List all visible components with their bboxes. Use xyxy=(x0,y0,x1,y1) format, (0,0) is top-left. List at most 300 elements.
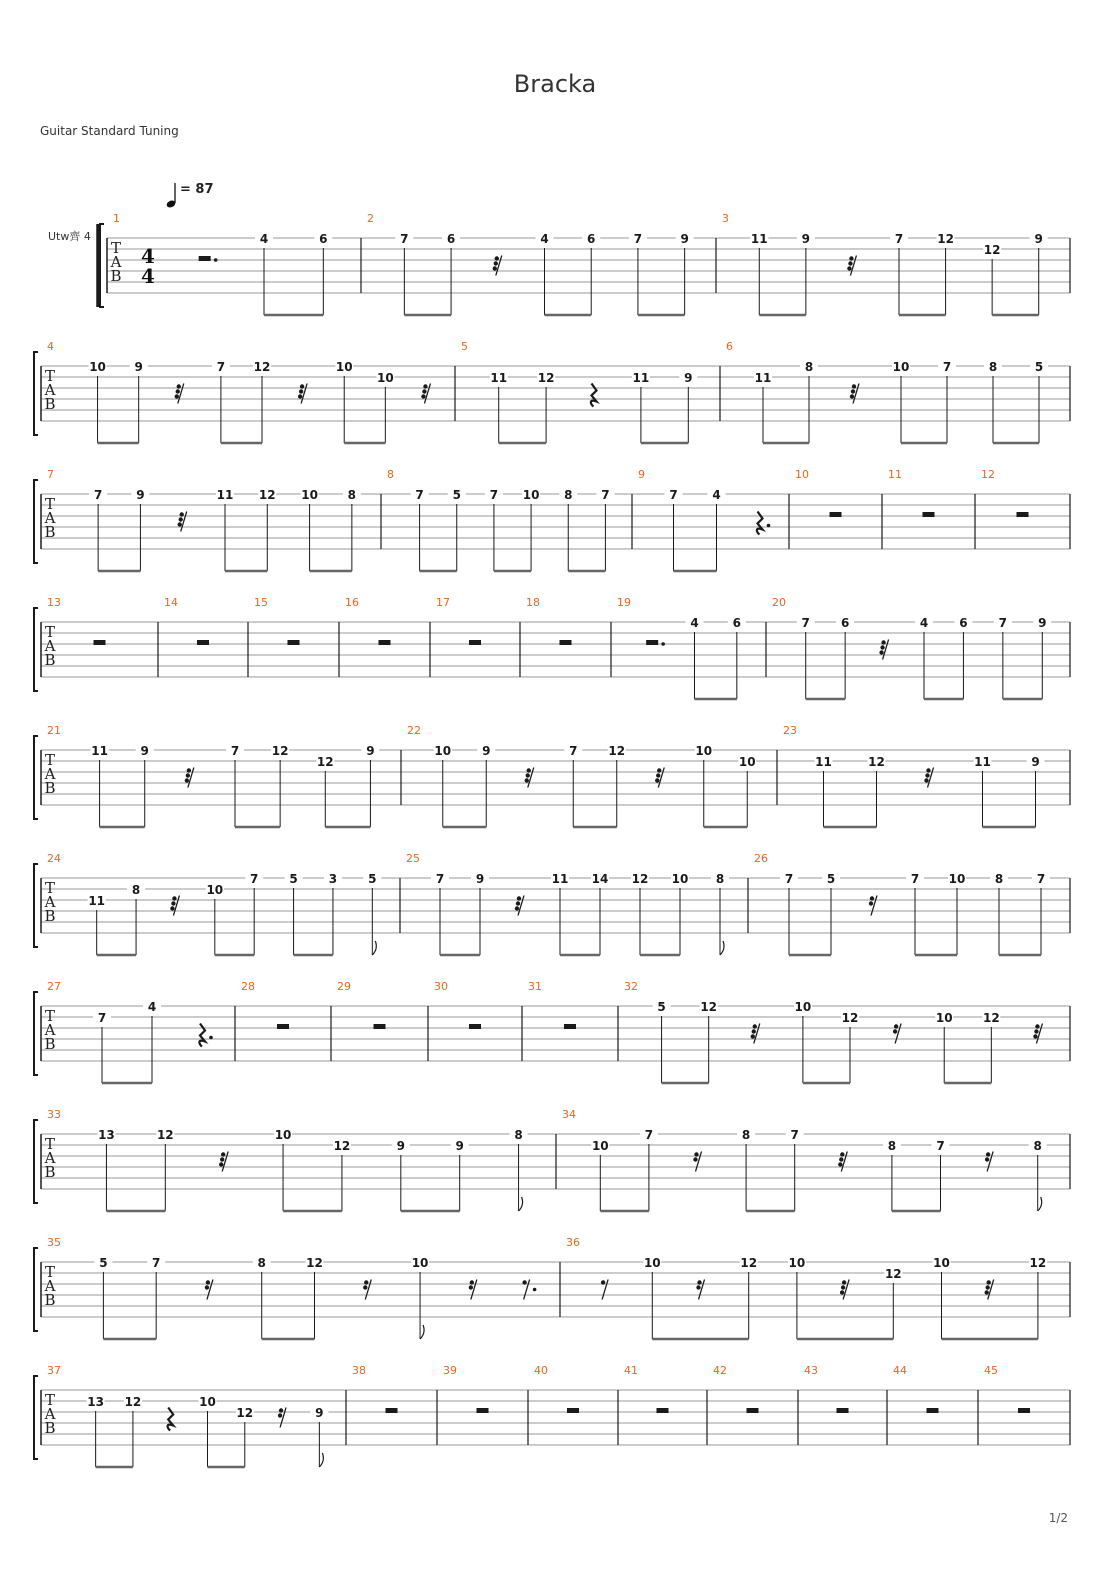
measure-number: 34 xyxy=(562,1108,576,1121)
note-flag xyxy=(1038,1197,1042,1211)
rest-32nd xyxy=(838,1152,847,1172)
rest-quarter-dotted xyxy=(199,1024,205,1047)
rest-16th xyxy=(469,1280,477,1300)
measure xyxy=(562,1108,1047,1211)
measure-number: 16 xyxy=(345,596,359,609)
rest-16th xyxy=(985,1152,993,1172)
rest-whole xyxy=(657,1408,669,1413)
fret-number: 7 xyxy=(93,488,103,502)
fret-number: 10 xyxy=(199,1395,216,1409)
fret-number: 10 xyxy=(89,360,106,374)
fret-number: 7 xyxy=(998,616,1008,630)
tab-system xyxy=(34,596,1070,699)
fret-number: 12 xyxy=(316,755,334,769)
rest-whole xyxy=(837,1408,849,1413)
rest-whole xyxy=(747,1408,759,1413)
measure-number: 43 xyxy=(804,1364,818,1377)
rest-32nd xyxy=(175,384,184,404)
tab-system xyxy=(34,340,1070,443)
fret-number: 4 xyxy=(712,488,721,502)
measure-number: 33 xyxy=(47,1108,61,1121)
measure xyxy=(337,980,386,1029)
measure xyxy=(436,596,481,645)
rest-whole xyxy=(567,1408,579,1413)
measure-number: 12 xyxy=(981,468,995,481)
rest-whole xyxy=(277,1024,289,1029)
fret-number: 8 xyxy=(257,1256,266,1270)
fret-number: 8 xyxy=(887,1139,897,1153)
fret-number: 12 xyxy=(124,1395,142,1409)
measure-number: 6 xyxy=(726,340,733,353)
measure xyxy=(44,1364,328,1467)
measure-number: 9 xyxy=(638,468,645,481)
measure-number: 31 xyxy=(528,980,542,993)
rest-16th xyxy=(869,896,877,916)
fret-number: 7 xyxy=(669,488,678,502)
measure-number: 26 xyxy=(754,852,768,865)
fret-number: 8 xyxy=(347,488,357,502)
rest-whole xyxy=(927,1408,939,1413)
tab-clef-letter: A xyxy=(44,893,56,911)
tab-clef-letter: A xyxy=(110,253,122,271)
rest-whole xyxy=(830,512,842,517)
rest-whole xyxy=(94,640,106,645)
tab-clef-letter: B xyxy=(44,1035,56,1053)
fret-number: 5 xyxy=(657,1000,666,1014)
fret-number: 7 xyxy=(435,872,445,886)
tab-clef-letter: T xyxy=(44,1135,56,1153)
rest-dot xyxy=(767,524,771,528)
fret-number: 7 xyxy=(936,1139,945,1153)
rest-quarter xyxy=(168,1408,174,1431)
tab-clef-letter: B xyxy=(44,907,56,925)
measure xyxy=(44,596,106,645)
measure-number: 30 xyxy=(434,980,448,993)
rest-32nd xyxy=(185,768,194,788)
rest-16th xyxy=(205,1280,213,1300)
tab-clef-letter: A xyxy=(44,637,56,655)
fret-number: 10 xyxy=(411,1256,429,1270)
measure-number: 39 xyxy=(443,1364,457,1377)
rest-dot xyxy=(661,642,665,646)
rest-whole xyxy=(923,512,935,517)
system-bracket xyxy=(34,992,38,1075)
fret-number: 8 xyxy=(564,488,573,502)
rest-dot xyxy=(533,1288,537,1292)
measure xyxy=(367,212,694,315)
measure-number: 11 xyxy=(888,468,902,481)
rest-16th xyxy=(363,1280,371,1300)
tab-clef-letter: A xyxy=(44,1021,56,1039)
fret-number: 9 xyxy=(684,371,693,385)
fret-number: 9 xyxy=(1031,755,1040,769)
fret-number: 7 xyxy=(569,744,578,758)
page-number: 1/2 xyxy=(1048,1511,1068,1525)
fret-number: 12 xyxy=(1029,1256,1047,1270)
fret-number: 11 xyxy=(88,894,106,908)
tab-system xyxy=(34,1364,1070,1467)
fret-number: 11 xyxy=(490,371,508,385)
tab-clef-letter: B xyxy=(44,523,56,541)
measure xyxy=(44,1108,528,1211)
measure-number: 25 xyxy=(406,852,420,865)
measure-number: 22 xyxy=(407,724,421,737)
fret-number: 10 xyxy=(434,744,452,758)
tab-clef-letter: T xyxy=(44,1263,56,1281)
tab-system xyxy=(98,212,1070,315)
tab-clef-letter: A xyxy=(44,1277,56,1295)
song-title: Bracka xyxy=(513,70,597,98)
measure xyxy=(387,468,614,571)
fret-number: 9 xyxy=(134,360,143,374)
fret-number: 9 xyxy=(680,232,689,246)
fret-number: 5 xyxy=(452,488,461,502)
measure-number: 45 xyxy=(984,1364,998,1377)
measure xyxy=(461,340,697,443)
fret-number: 11 xyxy=(754,371,772,385)
measure xyxy=(713,1364,759,1413)
measure xyxy=(981,468,1029,517)
fret-number: 12 xyxy=(608,744,626,758)
tab-clef-letter: B xyxy=(44,779,56,797)
fret-number: 10 xyxy=(335,360,353,374)
fret-number: 10 xyxy=(788,1256,806,1270)
fret-number: 7 xyxy=(230,744,240,758)
measure xyxy=(566,1236,1047,1339)
system-bracket xyxy=(34,1248,38,1331)
system-bracket xyxy=(100,224,104,307)
measure xyxy=(241,980,289,1029)
track-label: Utw齊 4 xyxy=(48,230,91,243)
measure-number: 37 xyxy=(47,1364,61,1377)
measure-number: 28 xyxy=(241,980,255,993)
fret-number: 14 xyxy=(591,872,609,886)
system-bracket xyxy=(34,1120,38,1203)
fret-number: 10 xyxy=(935,1011,953,1025)
measure xyxy=(254,596,300,645)
measure-number: 13 xyxy=(47,596,61,609)
system-bracket xyxy=(34,608,38,691)
fret-number: 12 xyxy=(258,488,276,502)
rest-whole xyxy=(469,640,481,645)
fret-number: 12 xyxy=(937,232,954,246)
rest-dot xyxy=(209,1036,213,1040)
fret-number: 7 xyxy=(601,488,610,502)
rest-eighth-dotted xyxy=(522,1280,529,1300)
measure-number: 1 xyxy=(113,212,120,225)
fret-number: 9 xyxy=(366,744,375,758)
measure-number: 36 xyxy=(566,1236,580,1249)
fret-number: 8 xyxy=(804,360,814,374)
fret-number: 12 xyxy=(884,1267,902,1281)
measure-number: 3 xyxy=(722,212,729,225)
fret-number: 8 xyxy=(994,872,1004,886)
fret-number: 6 xyxy=(959,616,968,630)
fret-number: 8 xyxy=(741,1128,751,1142)
tab-clef-letter: A xyxy=(44,1405,56,1423)
tab-clef-letter: A xyxy=(44,1149,56,1167)
fret-number: 5 xyxy=(99,1256,108,1270)
measure-number: 42 xyxy=(713,1364,727,1377)
rest-32nd xyxy=(219,1152,228,1172)
tab-clef-letter: T xyxy=(110,239,122,257)
fret-number: 12 xyxy=(537,371,555,385)
measure-number: 40 xyxy=(534,1364,548,1377)
fret-number: 9 xyxy=(455,1139,464,1153)
measure-number: 41 xyxy=(624,1364,638,1377)
tab-clef-letter: T xyxy=(44,751,56,769)
fret-number: 13 xyxy=(98,1128,115,1142)
measure xyxy=(44,468,361,571)
fret-number: 11 xyxy=(551,872,569,886)
tab-system xyxy=(34,1108,1070,1211)
fret-number: 10 xyxy=(274,1128,292,1142)
time-signature-top: 4 xyxy=(141,244,155,268)
note-flag xyxy=(372,941,376,955)
fret-number: 7 xyxy=(1036,872,1046,886)
fret-number: 12 xyxy=(868,755,885,769)
fret-number: 9 xyxy=(801,232,811,246)
system-bracket xyxy=(34,480,38,563)
fret-number: 12 xyxy=(271,744,289,758)
tempo-label: = 87 xyxy=(180,182,214,197)
rest-whole xyxy=(564,1024,576,1029)
rest-eighth xyxy=(601,1280,608,1300)
fret-number: 9 xyxy=(315,1406,324,1420)
measure xyxy=(434,980,481,1029)
fret-number: 5 xyxy=(1034,360,1044,374)
rest-whole xyxy=(1018,1408,1030,1413)
fret-number: 6 xyxy=(319,232,328,246)
rest-whole xyxy=(288,640,300,645)
measure xyxy=(772,596,1051,699)
fret-number: 10 xyxy=(643,1256,661,1270)
rest-32nd xyxy=(751,1024,760,1044)
fret-number: 7 xyxy=(415,488,424,502)
fret-number: 10 xyxy=(948,872,966,886)
measure xyxy=(534,1364,579,1413)
tab-clef-letter: B xyxy=(110,267,122,285)
measure xyxy=(44,980,213,1083)
rest-32nd xyxy=(1033,1024,1042,1044)
rest-32nd xyxy=(515,896,524,916)
rest-whole xyxy=(560,640,572,645)
measure-number: 10 xyxy=(795,468,809,481)
fret-number: 6 xyxy=(840,616,850,630)
fret-number: 10 xyxy=(933,1256,950,1270)
fret-number: 7 xyxy=(97,1011,107,1025)
measure xyxy=(528,980,576,1029)
rest-32nd xyxy=(178,512,187,532)
rest-whole xyxy=(477,1408,489,1413)
fret-number: 7 xyxy=(942,360,952,374)
fret-number: 9 xyxy=(396,1139,405,1153)
fret-number: 9 xyxy=(1034,232,1043,246)
tab-system xyxy=(34,980,1070,1083)
measure xyxy=(44,724,379,827)
system-bracket xyxy=(34,864,38,947)
rest-32nd xyxy=(850,384,859,404)
measure-number: 32 xyxy=(624,980,638,993)
tab-clef-letter: T xyxy=(44,623,56,641)
rest-32nd xyxy=(421,384,430,404)
rest-dot xyxy=(214,258,218,262)
rest-whole xyxy=(197,640,209,645)
fret-number: 10 xyxy=(522,488,540,502)
rest-16th xyxy=(278,1408,286,1428)
fret-number: 6 xyxy=(587,232,596,246)
fret-number: 10 xyxy=(301,488,318,502)
measure-number: 15 xyxy=(254,596,268,609)
fret-number: 12 xyxy=(333,1139,351,1153)
fret-number: 7 xyxy=(784,872,794,886)
fret-number: 7 xyxy=(790,1128,799,1142)
fret-number: 11 xyxy=(216,488,234,502)
tab-clef-letter: B xyxy=(44,1291,56,1309)
fret-number: 8 xyxy=(514,1128,523,1142)
note-flag xyxy=(319,1453,323,1467)
fret-number: 5 xyxy=(368,872,377,886)
rest-whole xyxy=(469,1024,481,1029)
fret-number: 5 xyxy=(826,872,836,886)
rest-half-dotted xyxy=(646,640,658,645)
fret-number: 8 xyxy=(988,360,998,374)
fret-number: 4 xyxy=(690,616,699,630)
rest-whole xyxy=(374,1024,386,1029)
tab-clef-letter: T xyxy=(44,1007,56,1025)
measure-number: 35 xyxy=(47,1236,61,1249)
measure xyxy=(754,852,1050,955)
measure xyxy=(624,1364,669,1413)
measure xyxy=(624,980,1042,1083)
rest-32nd xyxy=(170,896,179,916)
measure xyxy=(352,1364,398,1413)
measure xyxy=(722,212,1048,315)
measure xyxy=(893,1364,939,1413)
fret-number: 5 xyxy=(289,872,298,886)
measure xyxy=(795,468,842,517)
measure-number: 20 xyxy=(772,596,786,609)
measure xyxy=(984,1364,1030,1413)
fret-number: 4 xyxy=(919,616,929,630)
fret-number: 12 xyxy=(306,1256,323,1270)
fret-number: 12 xyxy=(740,1256,758,1270)
measure xyxy=(44,340,430,443)
system-bracket xyxy=(34,352,38,435)
rest-half-dotted xyxy=(199,256,211,261)
measure xyxy=(407,724,756,827)
measure-number: 21 xyxy=(47,724,61,737)
system-bracket xyxy=(34,736,38,819)
measure xyxy=(164,596,209,645)
measure xyxy=(526,596,572,645)
fret-number: 13 xyxy=(87,1395,104,1409)
tab-system xyxy=(34,852,1070,955)
measure-number: 5 xyxy=(461,340,468,353)
rest-16th xyxy=(693,1152,701,1172)
fret-number: 9 xyxy=(1038,616,1047,630)
rest-whole xyxy=(379,640,391,645)
fret-number: 7 xyxy=(400,232,409,246)
fret-number: 7 xyxy=(801,616,810,630)
fret-number: 11 xyxy=(91,744,108,758)
rest-quarter xyxy=(591,384,597,407)
note-flag xyxy=(720,941,724,955)
fret-number: 10 xyxy=(892,360,910,374)
measure-number: 17 xyxy=(436,596,450,609)
measure-number: 24 xyxy=(47,852,61,865)
tab-clef-letter: A xyxy=(44,765,56,783)
measure-number: 18 xyxy=(526,596,540,609)
fret-number: 10 xyxy=(206,883,224,897)
measure xyxy=(44,1236,536,1339)
measure xyxy=(888,468,935,517)
tab-clef-letter: B xyxy=(44,651,56,669)
rest-whole xyxy=(386,1408,398,1413)
tab-clef-letter: A xyxy=(44,381,56,399)
measure-number: 27 xyxy=(47,980,61,993)
fret-number: 7 xyxy=(894,232,904,246)
fret-number: 3 xyxy=(328,872,338,886)
fret-number: 11 xyxy=(750,232,768,246)
measure-number: 14 xyxy=(164,596,178,609)
fret-number: 8 xyxy=(131,883,141,897)
measure xyxy=(783,724,1045,827)
measure xyxy=(726,340,1048,443)
fret-number: 11 xyxy=(632,371,650,385)
tab-system xyxy=(34,1236,1070,1339)
fret-number: 9 xyxy=(475,872,485,886)
rest-32nd xyxy=(985,1280,994,1300)
tab-clef-letter: B xyxy=(44,395,56,413)
rest-32nd xyxy=(840,1280,849,1300)
tab-clef-letter: T xyxy=(44,879,56,897)
tab-clef-letter: B xyxy=(44,1419,56,1437)
time-signature-bottom: 4 xyxy=(141,264,155,288)
fret-number: 8 xyxy=(715,872,725,886)
rest-16th xyxy=(696,1280,704,1300)
tuning-label: Guitar Standard Tuning xyxy=(40,124,179,138)
rest-32nd xyxy=(525,768,534,788)
rest-quarter-dotted xyxy=(757,512,763,535)
fret-number: 7 xyxy=(489,488,499,502)
tab-clef-letter: T xyxy=(44,1391,56,1409)
measure-number: 7 xyxy=(47,468,54,481)
fret-number: 12 xyxy=(236,1406,254,1420)
fret-number: 6 xyxy=(732,616,742,630)
fret-number: 7 xyxy=(910,872,920,886)
fret-number: 7 xyxy=(644,1128,654,1142)
measure-number: 8 xyxy=(387,468,394,481)
measure xyxy=(638,468,770,571)
fret-number: 6 xyxy=(446,232,456,246)
rest-whole xyxy=(1017,512,1029,517)
measure xyxy=(345,596,391,645)
fret-number: 8 xyxy=(1033,1139,1042,1153)
fret-number: 10 xyxy=(738,755,756,769)
fret-number: 9 xyxy=(482,744,491,758)
measure-number: 23 xyxy=(783,724,797,737)
tab-clef-letter: A xyxy=(44,509,56,527)
fret-number: 12 xyxy=(983,243,1001,257)
fret-number: 9 xyxy=(136,488,145,502)
fret-number: 10 xyxy=(591,1139,609,1153)
tab-system xyxy=(34,468,1070,571)
fret-number: 7 xyxy=(633,232,643,246)
measure xyxy=(804,1364,849,1413)
fret-number: 4 xyxy=(540,232,549,246)
fret-number: 10 xyxy=(695,744,713,758)
